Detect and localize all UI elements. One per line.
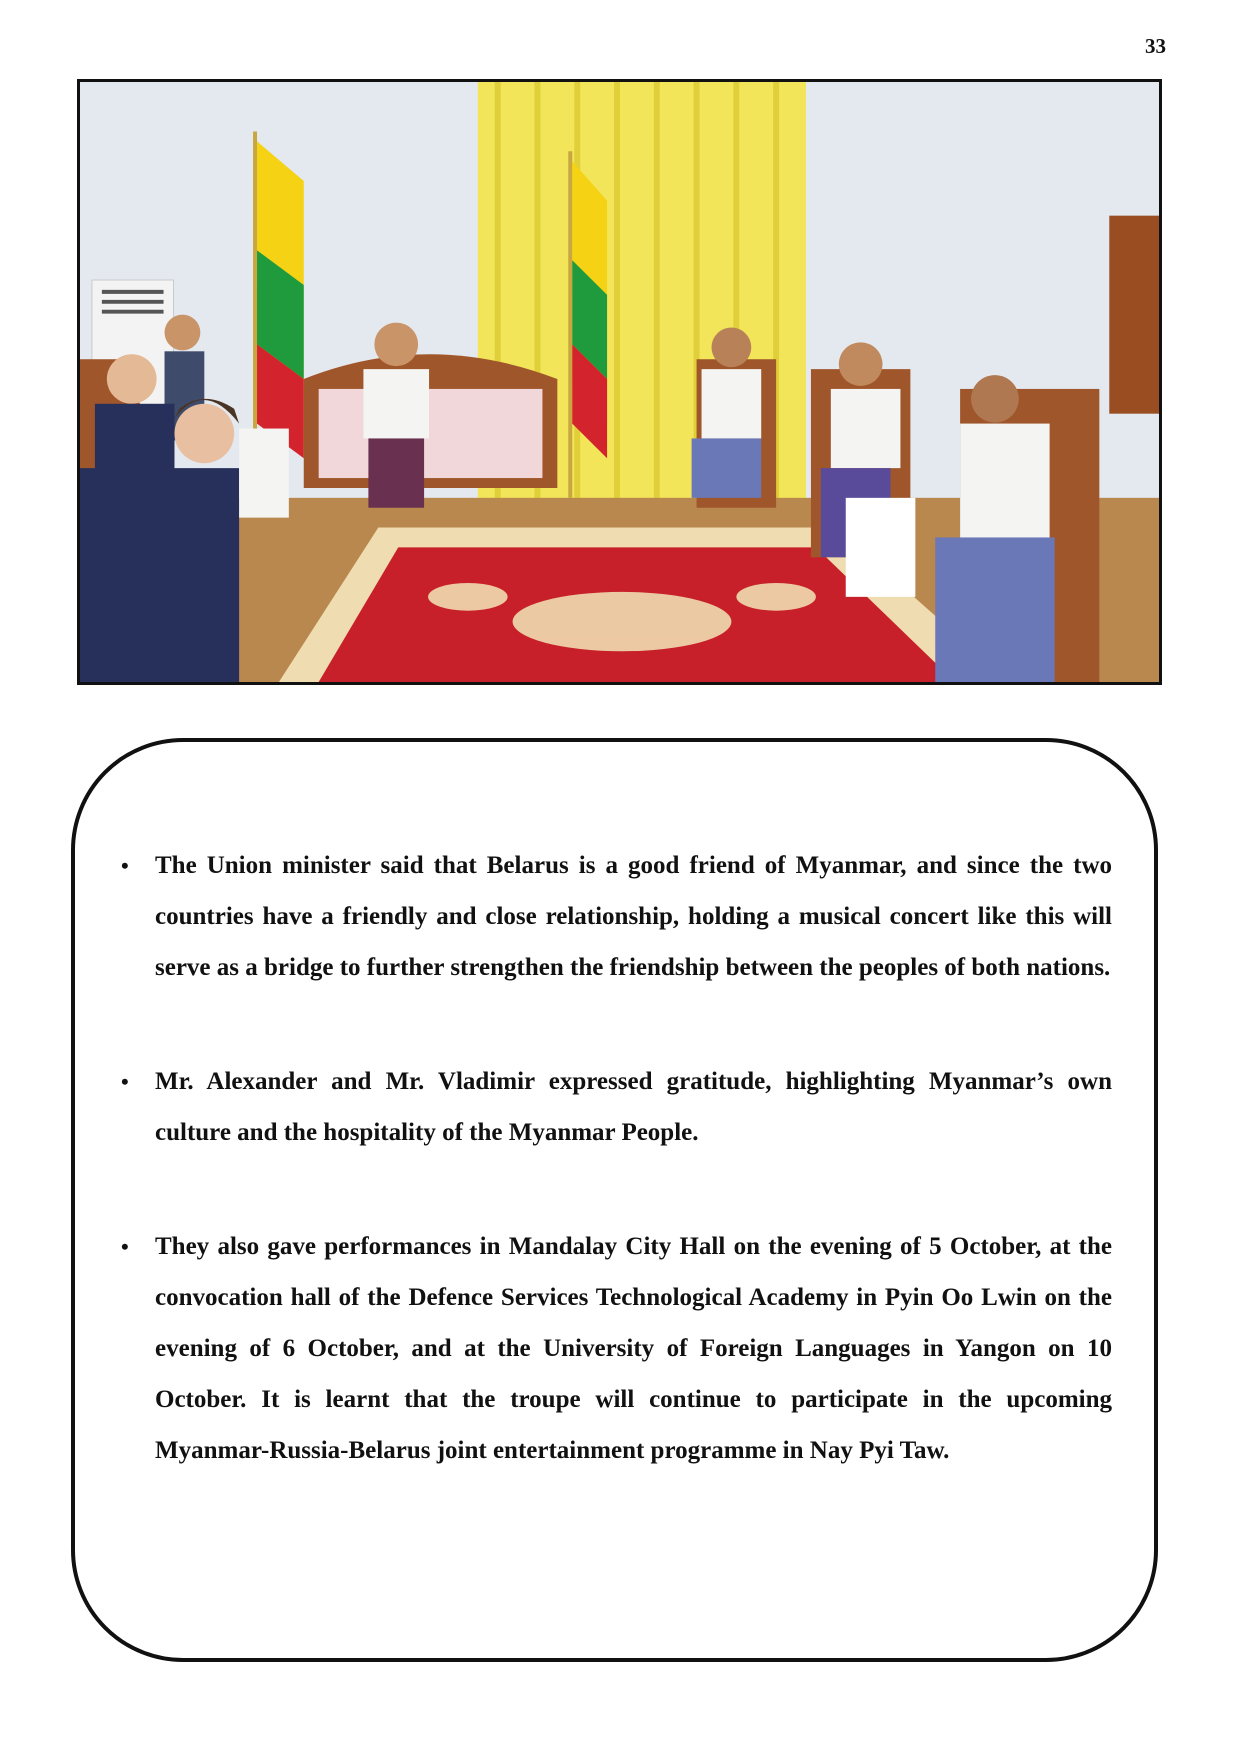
meeting-photo (77, 79, 1162, 685)
list-item (121, 1221, 1112, 1476)
host-person (374, 323, 418, 367)
bullet-text: They also gave performances in Mandalay City Hall on the evening of 5 October, at the convocation hall of the Defence Services Technological Academy in Pyin Oo Lwin on the evening of 6 October, and at the University of Foreign Languages in Yangon on 10 October. It is learnt that the troupe will continue to participate in the upcoming Myanmar-Russia-Belarus joint entertainment programme in Nay Pyi Taw. (155, 1233, 1112, 1464)
bullet-list (121, 840, 1112, 1539)
text-box (71, 738, 1158, 1662)
meeting-photo-illustration (80, 82, 1159, 682)
list-item (121, 1056, 1112, 1158)
bullet-dot: • (121, 1069, 129, 1094)
bullet-text: Mr. Alexander and Mr. Vladimir expressed gratitude, highlighting Myanmar’s own culture and the hospitality of the Myanmar People. (155, 1068, 1112, 1146)
bullet-dot: • (121, 853, 129, 878)
door (1109, 216, 1159, 414)
page-number: 33 (1145, 34, 1166, 58)
bullet-dot: • (121, 1234, 129, 1259)
list-item (121, 840, 1112, 993)
bullet-text: The Union minister said that Belarus is a good friend of Myanmar, and since the two countries have a friendly and close relationship, holding a musical concert like this will serve as a bridge to further strengthen the friendship between the peoples of both nations. (155, 852, 1112, 981)
